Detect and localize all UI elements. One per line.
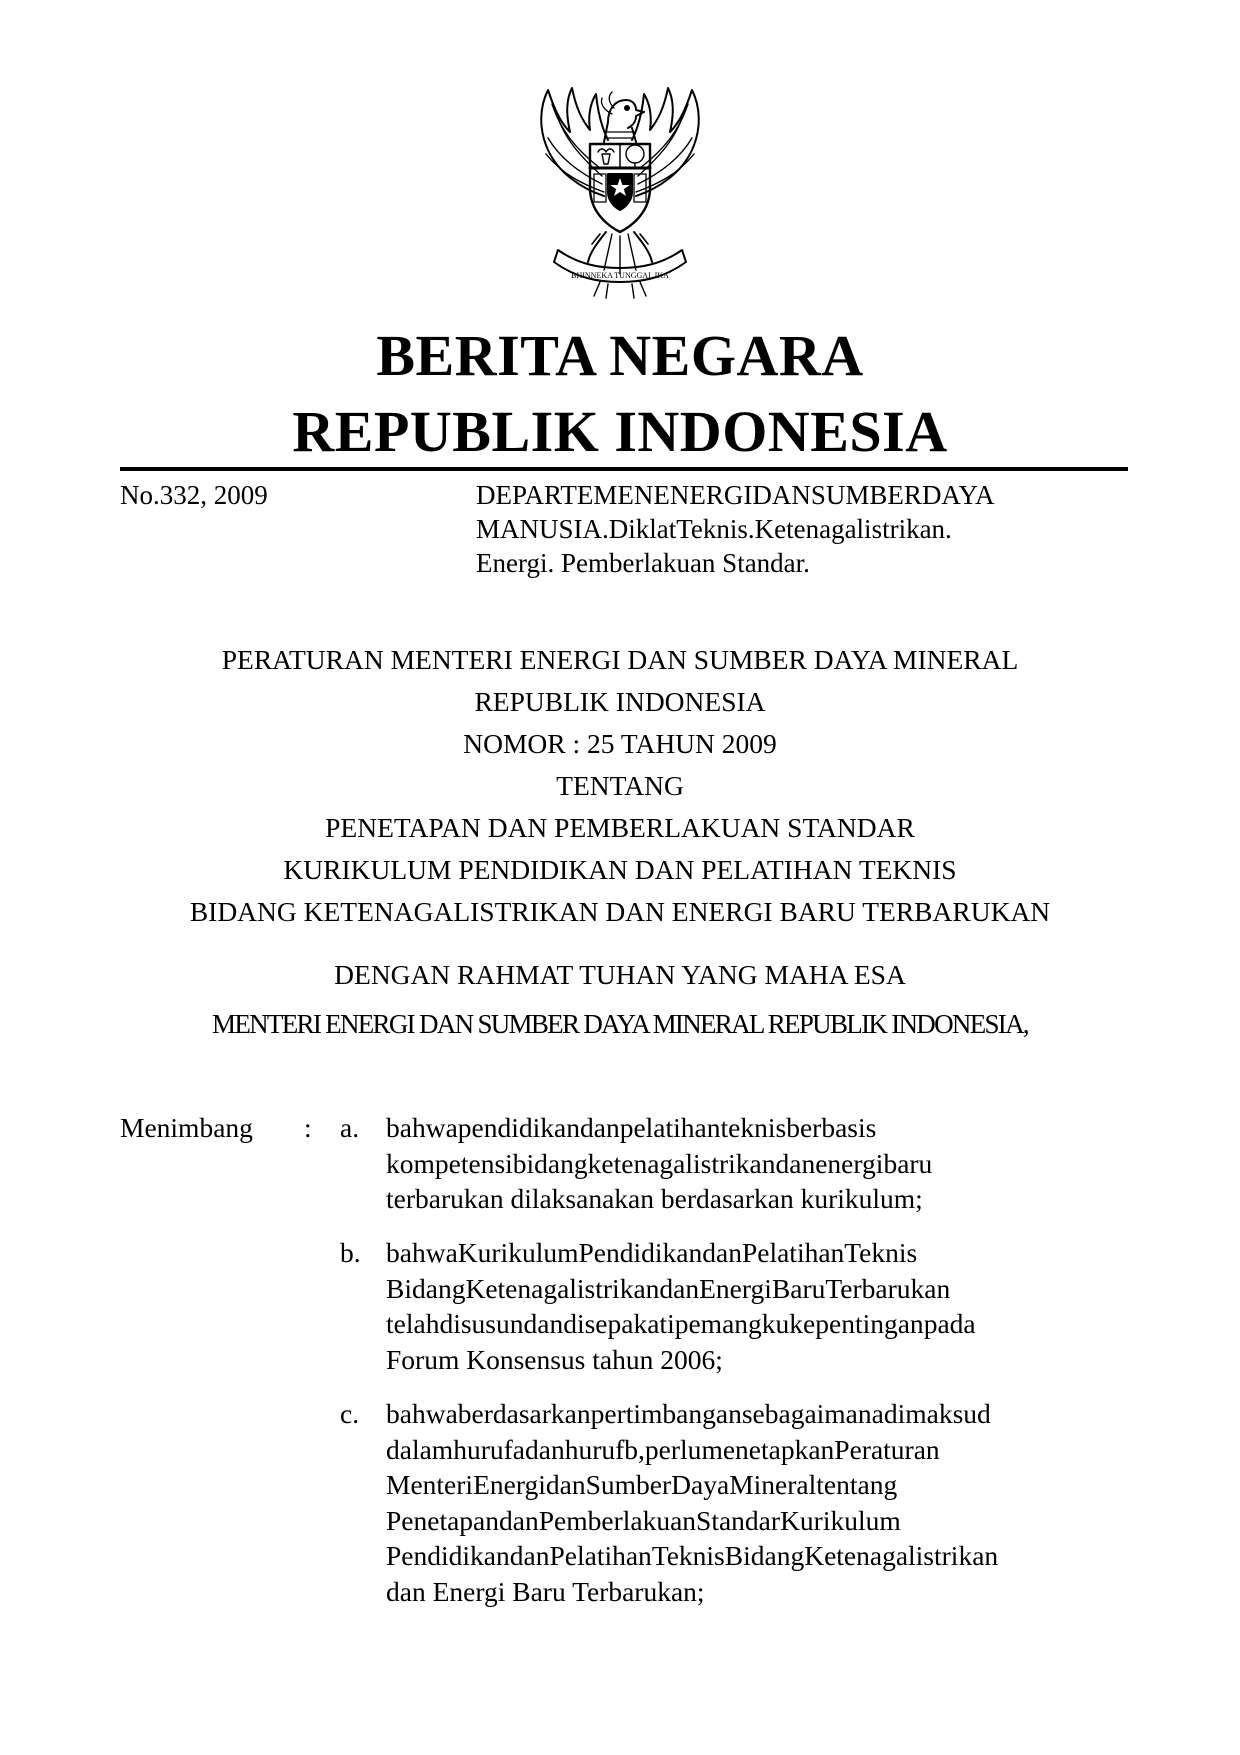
word: ENERGI [653,480,753,510]
item-letter: b. [340,1237,361,1268]
word: Penetapan [386,1504,500,1536]
word: Baru [771,1272,826,1304]
word: huruf [564,1433,625,1465]
word: Menteri [386,1469,474,1500]
word: bidang [512,1147,588,1179]
word: Diklat [608,514,677,544]
word: dan [659,1272,700,1304]
word: Kurikulum [457,1237,579,1268]
word: dan [525,1433,565,1465]
word: Teknis. [676,514,755,544]
item-line: dan Energi Baru Terbarukan; [386,1575,705,1607]
word: dimaksud [883,1398,991,1429]
subject-line: Energi. Pemberlakuan Standar. [476,548,810,578]
item-line [386,1432,1128,1468]
word: baru [883,1147,933,1179]
blessing-line: DENGAN RAHMAT TUHAN YANG MAHA ESA [334,959,906,990]
word: b, [624,1433,645,1465]
regulation-subject-line: KURIKULUM PENDIDIKAN DAN PELATIHAN TEKNIS [283,854,957,885]
word: pada [923,1308,976,1339]
word: menetapkan [701,1433,835,1465]
word: Energi [699,1272,772,1304]
regulation-number: NOMOR : 25 TAHUN 2009 [463,728,777,759]
word: telah [386,1308,440,1339]
word: pelatihan [619,1112,721,1143]
word: Teknis [651,1540,725,1571]
word: Ketenagalistrikan [465,1272,660,1304]
item-line: terbarukan dilaksanakan berdasarkan kurikulum; [386,1183,923,1214]
item-line [386,1235,1128,1271]
word: tentang [816,1469,898,1500]
regulation-title-line: PERATURAN MENTERI ENERGI DAN SUMBER DAYA MINERAL [221,644,1019,675]
item-line [386,1396,1128,1432]
word: Bidang [724,1540,805,1571]
considerations-separator: : [304,1112,312,1143]
word: perlu [644,1433,702,1465]
gazette-subtitle: REPUBLIK INDONESIA [292,399,948,464]
word: Energi [473,1469,546,1500]
word: ketenagalistrikan [587,1147,776,1179]
word: Terbarukan [825,1272,951,1304]
word: Sumber [585,1469,672,1500]
issue-subject [476,478,1128,580]
item-line [386,1538,1128,1574]
item-line [386,1271,1128,1307]
word: MANUSIA. [476,514,609,544]
regulation-about: TENTANG [556,770,684,801]
word: kompetensi [386,1147,513,1179]
item-text [386,1235,1128,1377]
word: Pelatihan [741,1237,845,1268]
word: dan [523,1308,564,1339]
regulation-subject-line: BIDANG KETENAGALISTRIKAN DAN ENERGI BARU TERBARUKAN [189,896,1051,927]
word: Pelatihan [549,1540,652,1571]
word: Ketenagalistrikan. [754,514,952,544]
word: Pendidikan [578,1237,703,1268]
word: Teknis [844,1237,918,1268]
word: Bidang [386,1272,466,1304]
word: teknis [720,1112,787,1143]
word: dalam [386,1433,454,1465]
word: bahwa [386,1112,458,1143]
regulation-title-line: REPUBLIK INDONESIA [474,686,766,717]
word: Standar [696,1504,781,1536]
word: pertimbangan [590,1398,742,1429]
word: huruf [453,1433,513,1465]
word: Peraturan [834,1433,940,1465]
word: berbasis [786,1112,877,1143]
gazette-title: BERITA NEGARA [376,323,864,388]
word: pemangku [674,1308,790,1339]
word: Pemberlakuan [538,1504,697,1536]
item-line [386,1146,1128,1182]
word: pendidikan [457,1112,580,1143]
word: dan [545,1469,586,1500]
garuda-pancasila-emblem [508,84,732,300]
word: SUMBER [810,480,922,510]
authority-line: MENTERI ENERGI DAN SUMBER DAYA MINERAL REPUBLIK INDONESIA, [212,1009,1028,1039]
item-line [386,1110,1128,1146]
word: disusun [439,1308,524,1339]
word: sebagaimana [741,1398,884,1429]
word: Daya [671,1469,730,1500]
word: DAN [752,480,811,510]
word: DEPARTEMEN [476,480,654,510]
issue-number: No.332, 2009 [120,480,268,510]
word: bahwa [386,1237,458,1268]
subject-line [476,512,1128,546]
word: berdasarkan [457,1398,591,1429]
item-text [386,1396,1128,1609]
word: kepentingan [789,1308,924,1339]
item-text [386,1110,1128,1217]
word: energi [815,1147,884,1179]
emblem-motto: BHINNEKA TUNGGAL IKA [571,271,669,280]
subject-line [476,478,1128,512]
word: DAYA [921,480,995,510]
item-line: Forum Konsensus tahun 2006; [386,1343,723,1375]
word: dan [579,1112,620,1143]
item-letter: a. [340,1112,360,1143]
word: dan [499,1504,539,1536]
word: dan [702,1237,742,1268]
item-letter: c. [340,1398,360,1429]
word: Pendidikan [386,1540,510,1571]
word: Ketenagalistrikan [804,1540,999,1571]
word: a [512,1433,525,1465]
regulation-subject-line: PENETAPAN DAN PEMBERLAKUAN STANDAR [325,812,915,843]
word: bahwa [386,1398,458,1429]
word: Kurikulum [780,1504,901,1536]
item-line [386,1306,1128,1342]
item-line [386,1503,1128,1539]
word: dan [509,1540,550,1571]
word: Mineral [729,1469,817,1500]
word: disepakati [563,1308,675,1339]
item-line [386,1467,1128,1503]
header-divider [120,467,1128,471]
word: dan [775,1147,816,1179]
considerations-label: Menimbang [120,1112,253,1143]
